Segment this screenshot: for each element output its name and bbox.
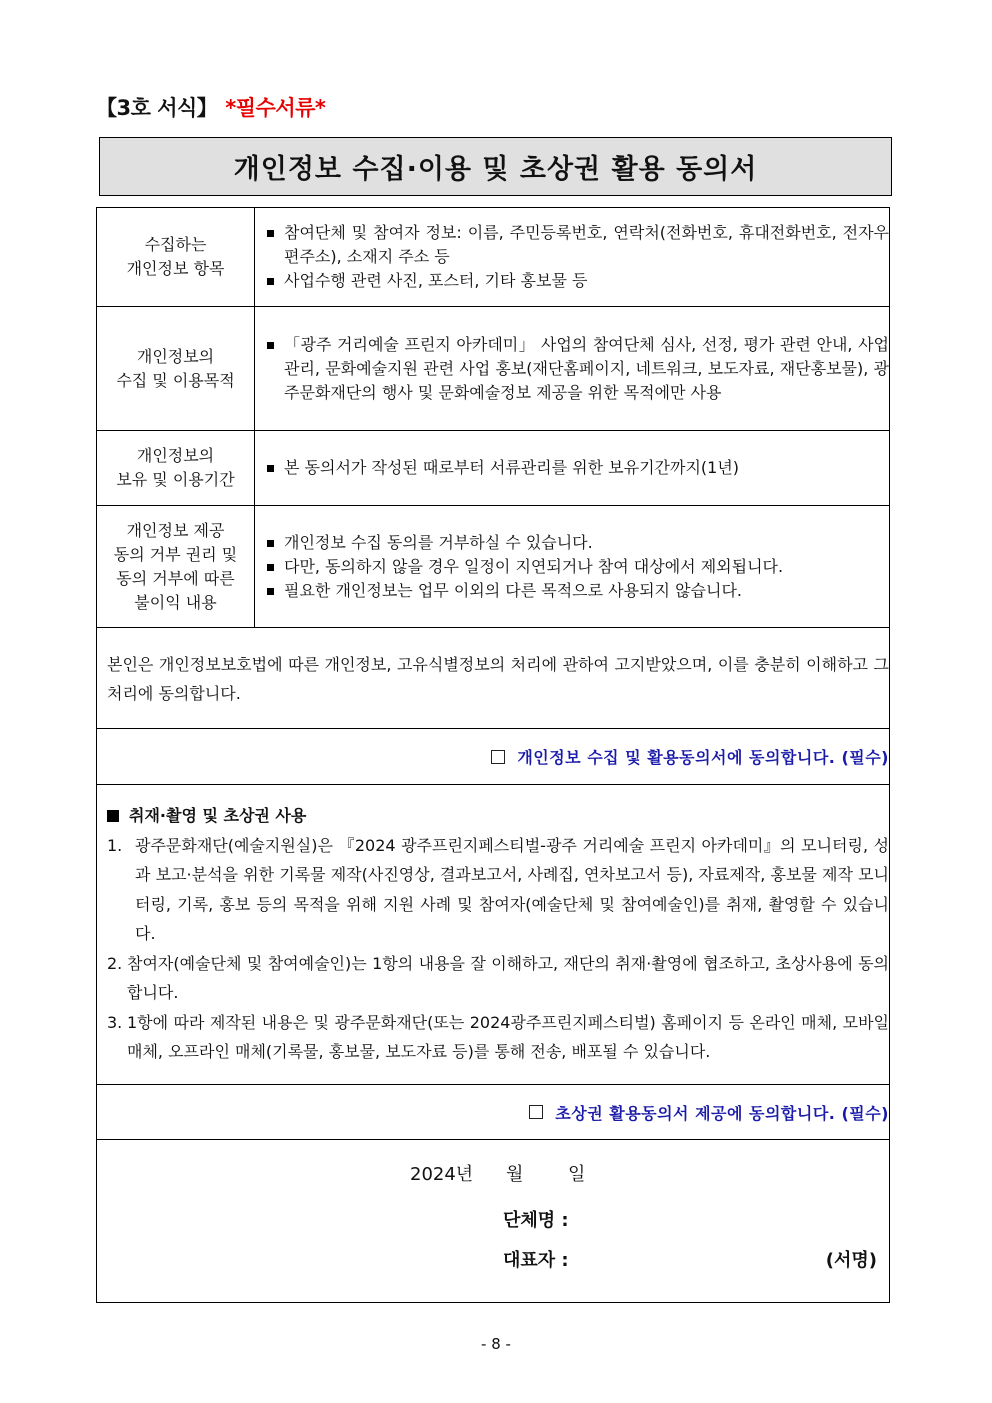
signature-mark: (서명) [825,1250,877,1271]
list-item [107,1008,889,1067]
bullet-square-icon [267,540,274,547]
bullet-text: 개인정보 수집 동의를 거부하실 수 있습니다. [284,532,593,552]
item-text: 광주문화재단(예술지원실)은 『2024 광주프린지페스티벌-광주 거리예술 프린지 아카데미』의 모니터링, 성과 보고·분석을 위한 기록물 제작(사진영상, 결과보고서, 사례집, 연차보고서 등), 자료제작, 홍보물 제작 모니터링, 기록, 홍보 등의 목적을 위해 지원 사례 및 참여자(예술단체 및 참여예술인)를 취재, 촬영할 수 있습니다. [135,835,889,943]
item-text: 참여자(예술단체 및 참여예술인)는 1항의 내용을 잘 이해하고, 재단의 취재·촬영에 협조하고, 초상사용에 동의합니다. [127,953,889,1002]
bullet-item [265,269,889,293]
section-heading [107,801,889,831]
agree-portrait-label: 초상권 활용동의서 제공에 동의합니다. (필수) [555,1103,889,1123]
agree-privacy-checkbox[interactable] [491,750,505,764]
section-title: 취재·촬영 및 초상권 사용 [129,806,307,825]
agree-portrait-checkbox[interactable] [529,1105,543,1119]
bullet-item [265,221,889,269]
row-label [97,431,255,505]
row-agree-portrait [97,1085,889,1140]
item-number: 2. [107,953,123,973]
row-purpose [97,307,889,431]
bullet-item [265,555,889,579]
bullet-text: 사업수행 관련 사진, 포스터, 기타 홍보물 등 [284,271,588,290]
portrait-section [107,801,889,1067]
section-square-icon [107,810,119,822]
row-label [97,506,255,627]
consent-statement: 본인은 개인정보보호법에 따른 개인정보, 고유식별정보의 처리에 관하여 고지받았으며, 이를 충분히 이해하고 그 처리에 동의합니다. [107,655,889,703]
item-number: 1. [107,835,123,855]
row-label-text: 개인정보 제공 동의 거부 권리 및 동의 거부에 따른 불이익 내용 [113,520,238,612]
row-content [255,506,889,627]
date-day: 일 [568,1164,586,1185]
form-label [96,92,325,122]
bullet-text: 필요한 개인정보는 업무 이외의 다른 목적으로 사용되지 않습니다. [284,580,743,600]
row-label-text: 개인정보의 수집 및 이용목적 [116,346,235,390]
row-statement [97,628,889,729]
bullet-square-icon [267,278,274,285]
bullet-square-icon [267,342,274,349]
date-month: 월 [506,1164,524,1185]
date-year: 2024년 [410,1164,474,1185]
row-label-text: 수집하는 개인정보 항목 [126,235,225,278]
item-number: 3. [107,1012,123,1032]
bullet-text: 다만, 동의하지 않을 경우 일정이 지연되거나 참여 대상에서 제외됩니다. [284,556,784,576]
row-refusal-rights [97,506,889,628]
required-mark: *필수서류* [225,96,326,120]
row-content [255,307,889,430]
agree-privacy-label: 개인정보 수집 및 활용동의서에 동의합니다. (필수) [517,748,889,767]
bullet-item [265,333,889,405]
row-label [97,208,255,306]
item-text: 1항에 따라 제작된 내용은 및 광주문화재단(또는 2024광주프린지페스티벌) 홈페이지 등 온라인 매체, 모바일 매체, 오프라인 매체(기록물, 홍보물, 보도자료 등)를 통해 전송, 배포될 수 있습니다. [127,1012,889,1061]
row-collected-items [97,208,889,307]
consent-table [96,207,890,1303]
row-label [97,307,255,430]
page-number: - 8 - [481,1335,511,1353]
bullet-text: 「광주 거리예술 프린지 아카데미」 사업의 참여단체 심사, 선정, 평가 관련 안내, 사업 관리, 문화예술지원 관련 사업 홍보(재단홈페이지, 네트워크, 보도자료, 재단홍보물), 광주문화재단의 행사 및 문화예술정보 제공을 위한 목적에만 사용 [284,334,889,402]
list-item [107,831,889,949]
agree-privacy-option[interactable] [491,729,889,784]
org-name-label: 단체명 : [503,1210,569,1231]
form-number: 【3호 서식】 [96,96,218,120]
bullet-item [265,531,889,555]
row-retention [97,431,889,506]
row-agree-privacy [97,729,889,785]
bullet-square-icon [267,564,274,571]
agree-portrait-option[interactable] [529,1085,889,1139]
bullet-item [265,579,889,603]
row-content [255,431,889,505]
bullet-item [265,456,889,480]
list-item [107,949,889,1008]
row-signature [97,1140,889,1303]
representative-label: 대표자 : [503,1250,569,1271]
document-title: 개인정보 수집·이용 및 초상권 활용 동의서 [99,137,892,196]
bullet-square-icon [267,465,274,472]
row-label-text: 개인정보의 보유 및 이용기간 [116,446,235,489]
bullet-text: 본 동의서가 작성된 때로부터 서류관리를 위한 보유기간까지(1년) [284,458,740,477]
bullet-square-icon [267,230,274,237]
bullet-text: 참여단체 및 참여자 정보: 이름, 주민등록번호, 연락처(전화번호, 휴대전화번호, 전자우편주소), 소재지 주소 등 [284,223,889,266]
row-content [255,208,889,306]
bullet-square-icon [267,588,274,595]
row-portrait-section [97,785,889,1085]
